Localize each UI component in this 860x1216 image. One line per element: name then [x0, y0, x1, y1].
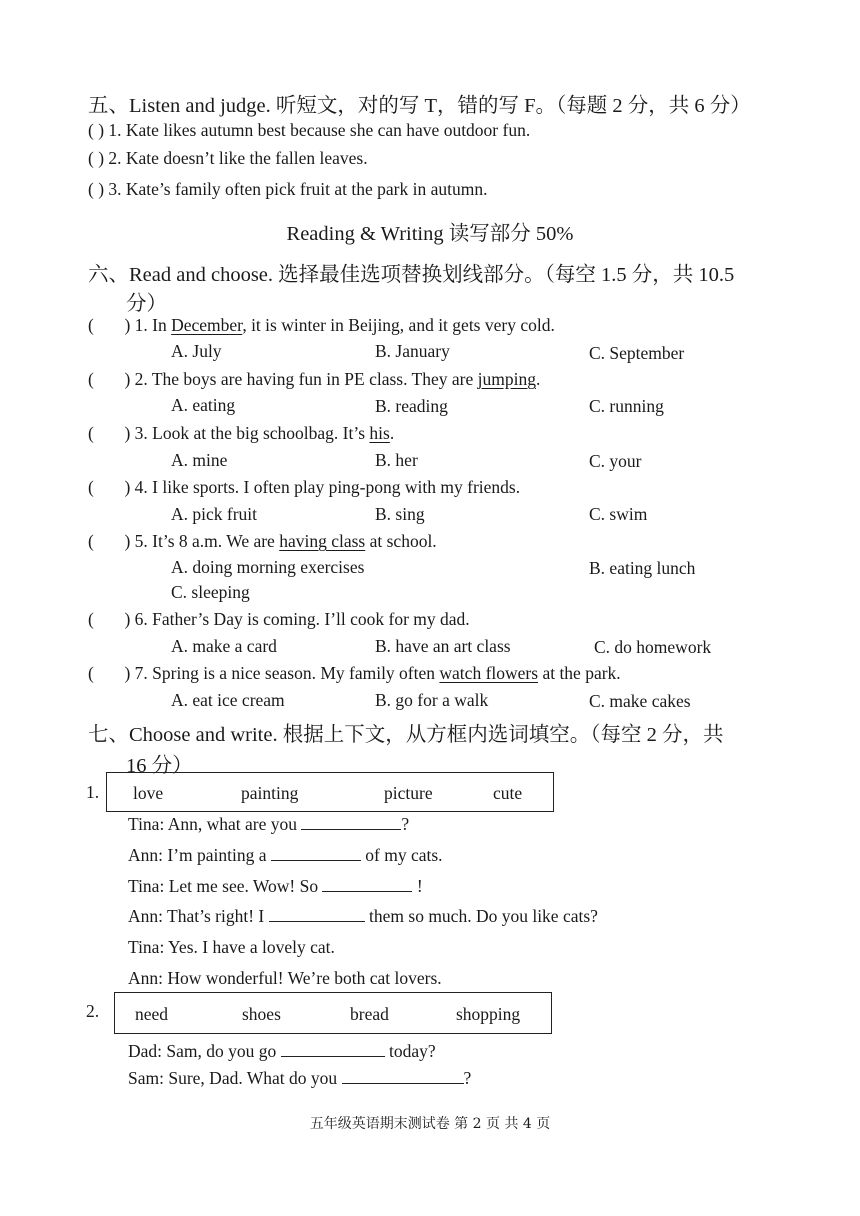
page-footer: 五年级英语期末测试卷 第 2 页 共 4 页	[309, 1116, 551, 1132]
underlined-phrase: December	[171, 315, 243, 335]
dialogue-line: Tina: Yes. I have a lovely cat.	[128, 937, 335, 957]
option-c: C. your	[589, 451, 642, 471]
question-row: ( ) 7. Spring is a nice season. My family often watch flowers at the park.	[88, 663, 621, 683]
word-option: shopping	[456, 1004, 521, 1024]
option-a: A. July	[171, 341, 222, 361]
option-a: A. eat ice cream	[171, 690, 285, 710]
answer-blank[interactable]	[301, 814, 401, 830]
option-a: A. pick fruit	[171, 504, 258, 524]
question-number: 5.	[134, 531, 148, 551]
option-c: C. sleeping	[171, 582, 250, 602]
option-a: A. make a card	[171, 636, 277, 656]
option-b: B. eating lunch	[589, 558, 696, 578]
dialogue-line: Ann: That’s right! I them so much. Do you like cats?	[128, 906, 598, 926]
answer-blank[interactable]	[281, 1041, 385, 1057]
option-b: B. go for a walk	[375, 690, 489, 710]
box-2-number: 2.	[86, 1001, 100, 1021]
option-a: A. doing morning exercises	[171, 557, 365, 577]
option-b: B. January	[375, 341, 450, 361]
section-6-title-cont: 分）	[126, 293, 167, 315]
word-option: need	[135, 1004, 169, 1024]
question-text-end: , it is winter in Beijing, and it gets very cold.	[242, 315, 555, 335]
question-number: 3.	[134, 423, 148, 443]
question-text-end: at the park.	[538, 663, 621, 683]
section-6-title: 六、Read and choose. 选择最佳选项替换划线部分。（每空 1.5 分，共 10.5	[88, 264, 735, 286]
word-option: shoes	[242, 1004, 281, 1024]
reading-writing-header: Reading & Writing 读写部分 50%	[286, 223, 574, 245]
option-c: C. swim	[589, 504, 648, 524]
judge-item-2: ( ) 2. Kate doesn’t like the fallen leaves.	[88, 148, 368, 168]
question-row: ( ) 5. It’s 8 a.m. We are having class at school.	[88, 531, 437, 551]
question-number: 2.	[134, 369, 148, 389]
question-text-end: at school.	[365, 531, 437, 551]
question-text: Look at the big schoolbag. It’s	[152, 423, 370, 443]
option-c: C. do homework	[594, 637, 712, 657]
dialogue-line: Tina: Let me see. Wow! So !	[128, 876, 423, 896]
word-option: picture	[384, 783, 433, 803]
answer-blank[interactable]	[322, 876, 412, 892]
underlined-phrase: his	[369, 423, 390, 443]
section-5-title: 五、Listen and judge. 听短文，对的写 T，错的写 F。（每题 2 分，共 6 分）	[88, 95, 751, 117]
option-c: C. September	[589, 343, 685, 363]
word-option: cute	[493, 783, 523, 803]
answer-blank[interactable]	[269, 906, 365, 922]
question-number: 7.	[134, 663, 148, 683]
underlined-phrase: jumping	[477, 369, 536, 389]
question-row: ( ) 4. I like sports. I often play ping-pong with my friends.	[88, 477, 521, 497]
question-text: Spring is a nice season. My family often	[152, 663, 440, 683]
answer-blank[interactable]	[271, 845, 361, 861]
box-1-number: 1.	[86, 782, 100, 802]
question-row: ( ) 1. In December, it is winter in Beijing, and it gets very cold.	[88, 315, 555, 335]
question-row: ( ) 2. The boys are having fun in PE class. They are jumping.	[88, 369, 541, 389]
question-number: 4.	[134, 477, 148, 497]
option-a: A. mine	[171, 450, 228, 470]
judge-item-3: ( ) 3. Kate’s family often pick fruit at the park in autumn.	[88, 179, 488, 199]
question-text: I like sports. I often play ping-pong with my friends.	[152, 477, 521, 497]
section-7-title-cont: 16 分）	[126, 755, 193, 777]
question-text: Father’s Day is coming. I’ll cook for my dad.	[152, 609, 470, 629]
question-row: ( ) 6. Father’s Day is coming. I’ll cook for my dad.	[88, 609, 470, 629]
dialogue-line: Dad: Sam, do you go today?	[128, 1041, 436, 1061]
option-b: B. have an art class	[375, 636, 511, 656]
question-text: It’s 8 a.m. We are	[152, 531, 280, 551]
dialogue-line: Sam: Sure, Dad. What do you ?	[128, 1068, 472, 1088]
option-c: C. running	[589, 396, 664, 416]
word-option: love	[133, 783, 164, 803]
option-b: B. sing	[375, 504, 425, 524]
option-a: A. eating	[171, 395, 236, 415]
option-b: B. her	[375, 450, 418, 470]
answer-blank[interactable]	[342, 1068, 464, 1084]
question-text: In	[152, 315, 172, 335]
dialogue-line: Ann: How wonderful! We’re both cat lovers.	[128, 968, 442, 988]
question-number: 6.	[134, 609, 148, 629]
dialogue-line: Ann: I’m painting a of my cats.	[128, 845, 443, 865]
underlined-phrase: watch flowers	[439, 663, 539, 683]
option-b: B. reading	[375, 396, 448, 416]
word-box-1	[106, 772, 554, 812]
judge-item-1: ( ) 1. Kate likes autumn best because she can have outdoor fun.	[88, 120, 531, 140]
section-7-title: 七、Choose and write. 根据上下文，从方框内选词填空。（每空 2 分，共	[88, 724, 724, 746]
question-row: ( ) 3. Look at the big schoolbag. It’s his.	[88, 423, 395, 443]
question-text: The boys are having fun in PE class. They are	[151, 369, 478, 389]
underlined-phrase: having class	[279, 531, 366, 551]
question-text-end: .	[535, 369, 541, 389]
question-text-end: .	[389, 423, 395, 443]
option-c: C. make cakes	[589, 691, 691, 711]
dialogue-line: Tina: Ann, what are you ?	[128, 814, 410, 834]
word-option: painting	[241, 783, 299, 803]
question-number: 1.	[134, 315, 148, 335]
word-option: bread	[350, 1004, 389, 1024]
word-box-2	[114, 992, 552, 1034]
